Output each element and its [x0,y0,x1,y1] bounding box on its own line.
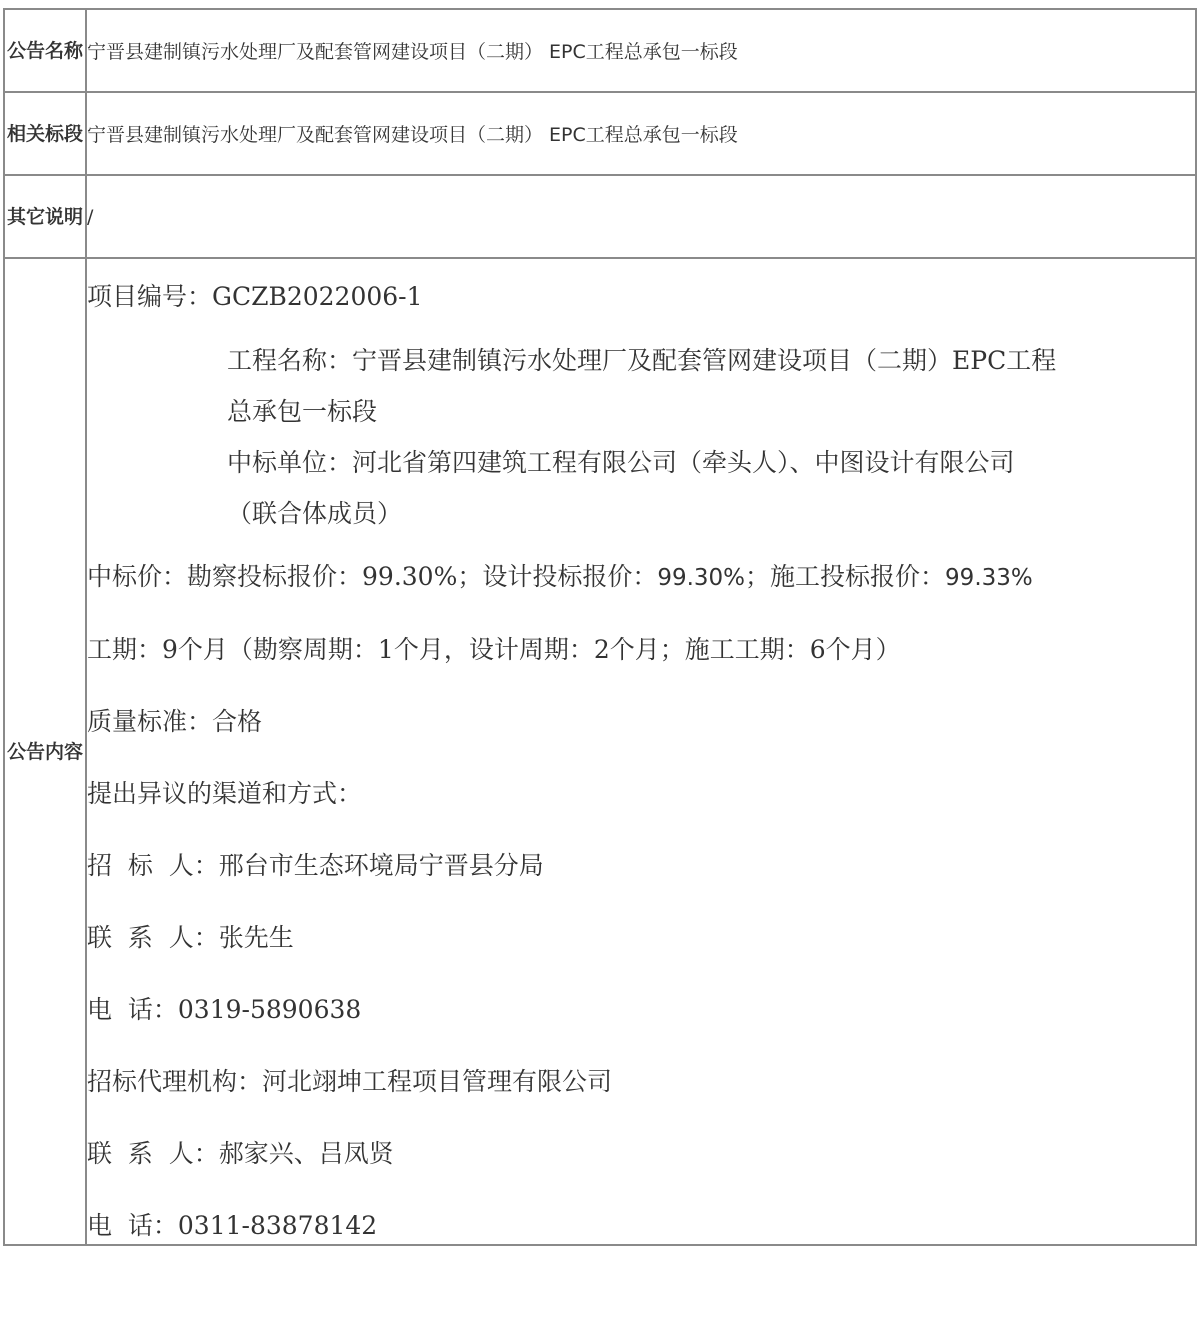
quality-standard: 质量标准：合格 [87,707,263,736]
price-design: 99.30% [657,565,746,591]
announcement-table [3,8,1197,1246]
value-related-section: 宁晋县建制镇污水处理厂及配套管网建设项目（二期） EPC工程总承包一标段 [86,92,1196,175]
value-notice-name: 宁晋县建制镇污水处理厂及配套管网建设项目（二期） EPC工程总承包一标段 [86,9,1196,92]
agency-contact: 联 系 人：郝家兴、吕凤贤 [87,1139,394,1168]
agency: 招标代理机构：河北翊坤工程项目管理有限公司 [87,1067,613,1096]
label-notice-name: 公告名称 [4,9,86,92]
project-name-line1: 工程名称：宁晋县建制镇污水处理厂及配套管网建设项目（二期）EPC工程 [227,346,1057,375]
row-notice-name [4,9,1196,92]
price-mid: ；施工投标报价： [745,562,946,591]
objection-channel: 提出异议的渠道和方式： [87,779,363,808]
project-number: 项目编号：GCZB2022006-1 [87,282,423,311]
row-announcement-content [4,258,1196,1245]
tenderer-phone: 电 话：0319-5890638 [87,995,362,1024]
tenderer-contact: 联 系 人：张先生 [87,923,294,952]
winner-line2: （联合体成员） [227,499,403,528]
project-name-line2: 总承包一标段 [227,397,378,426]
project-info-block [87,335,1195,539]
announcement-content [86,258,1196,1245]
winner-line1: 中标单位：河北省第四建筑工程有限公司（牵头人）、中图设计有限公司 [227,448,1015,477]
price-construction: 99.33% [945,565,1033,591]
label-other-notes: 其它说明 [4,175,86,258]
row-related-section [4,92,1196,175]
duration: 工期：9个月（勘察周期：1个月，设计周期：2个月；施工工期：6个月） [87,635,901,664]
agency-phone: 电 话：0311-83878142 [87,1211,378,1240]
label-related-section: 相关标段 [4,92,86,175]
value-other-notes: / [86,175,1196,258]
tenderer: 招 标 人：邢台市生态环境局宁晋县分局 [87,851,544,880]
winning-price [87,559,1195,596]
price-prefix: 中标价：勘察投标报价：99.30%；设计投标报价： [87,562,658,591]
label-announcement-content: 公告内容 [4,258,86,1245]
row-other-notes [4,175,1196,258]
